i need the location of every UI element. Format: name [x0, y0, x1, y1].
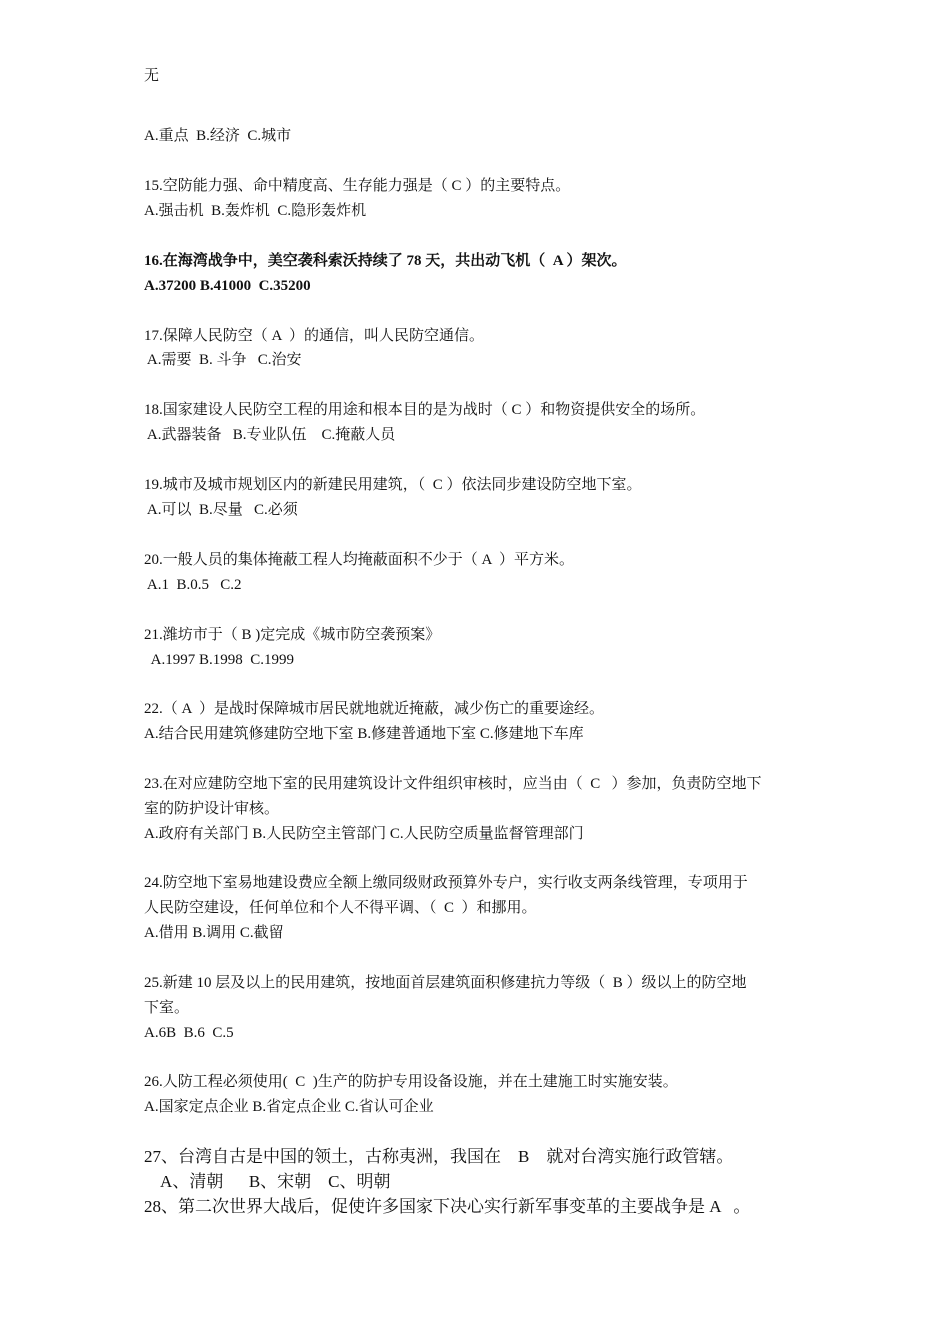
question-23-cont: 室的防护设计审核。: [144, 801, 280, 817]
question-21: 21.潍坊市于（ B )定完成《城市防空袭预案》: [144, 627, 441, 643]
options-20: A.1 B.0.5 C.2: [144, 577, 242, 593]
options-24: A.借用 B.调用 C.截留: [144, 925, 284, 941]
options-26: A.国家定点企业 B.省定点企业 C.省认可企业: [144, 1099, 434, 1115]
question-25: 25.新建 10 层及以上的民用建筑，按地面首层建筑面积修建抗力等级（ B ）级以上的防空地: [144, 975, 747, 991]
question-17: 17.保障人民防空（ A ）的通信，叫人民防空通信。: [144, 328, 485, 344]
question-27: 27、台湾自古是中国的领土，古称夷洲，我国在 B 就对台湾实施行政管辖。: [144, 1147, 734, 1166]
question-28: 28、第二次世界大战后，促使许多国家下决心实行新军事变革的主要战争是 A 。: [144, 1197, 751, 1216]
options-23: A.政府有关部门 B.人民防空主管部门 C.人民防空质量监督管理部门: [144, 826, 584, 842]
text-line: 无: [144, 68, 160, 84]
options-18: A.武器装备 B.专业队伍 C.掩蔽人员: [144, 427, 396, 443]
options-22: A.结合民用建筑修建防空地下室 B.修建普通地下室 C.修建地下车库: [144, 726, 584, 742]
options-27: A、清朝 B、宋朝 C、明朝: [144, 1172, 391, 1191]
question-16: 16.在海湾战争中，美空袭科索沃持续了 78 天，共出动飞机（ A ）架次。: [144, 253, 627, 269]
question-20: 20.一般人员的集体掩蔽工程人均掩蔽面积不少于（ A ）平方米。: [144, 552, 575, 568]
options-25: A.6B B.6 C.5: [144, 1025, 234, 1041]
question-24: 24.防空地下室易地建设费应全额上缴同级财政预算外专户，实行收支两条线管理，专项用于: [144, 875, 748, 891]
options-21: A.1997 B.1998 C.1999: [144, 652, 295, 668]
question-24-cont: 人民防空建设，任何单位和个人不得平调、（ C ）和挪用。: [144, 900, 537, 916]
question-26: 26.人防工程必须使用( C )生产的防护专用设备设施，并在土建施工时实施安装。: [144, 1074, 678, 1090]
options-17: A.需要 B. 斗争 C.治安: [144, 352, 302, 368]
question-18: 18.国家建设人民防空工程的用途和根本目的是为战时（ C ）和物资提供安全的场所。: [144, 402, 706, 418]
options-16: A.37200 B.41000 C.35200: [144, 278, 311, 294]
question-15: 15.空防能力强、命中精度高、生存能力强是（ C ）的主要特点。: [144, 178, 571, 194]
options-19: A.可以 B.尽量 C.必须: [144, 502, 298, 518]
question-25-cont: 下室。: [144, 1000, 190, 1016]
options-line: A.重点 B.经济 C.城市: [144, 128, 292, 144]
question-22: 22.（ A ）是战时保障城市居民就地就近掩蔽，减少伤亡的重要途经。: [144, 701, 605, 717]
options-15: A.强击机 B.轰炸机 C.隐形轰炸机: [144, 203, 367, 219]
question-23: 23.在对应建防空地下室的民用建筑设计文件组织审核时，应当由（ C ）参加，负责防空地下: [144, 776, 762, 792]
question-19: 19.城市及城市规划区内的新建民用建筑，（ C ）依法同步建设防空地下室。: [144, 477, 642, 493]
